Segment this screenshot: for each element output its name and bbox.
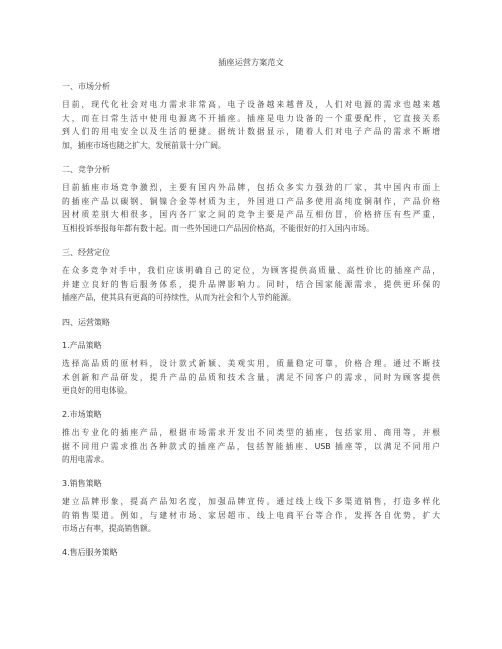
paragraph-market-analysis — [62, 98, 440, 152]
paragraph-competition-analysis — [62, 181, 440, 235]
paragraph-line: 大，而在日常生活中使用电源离不开插座。插座是电力设备的一个重要配件，它直接关系 — [62, 113, 440, 123]
paragraph-line: 在众多竞争对手中，我们应该明确自己的定位，为顾客提供高质量、高性价比的插座产品， — [62, 266, 440, 275]
paragraph-line: 术创新和产品研发，提升产品的品质和技术含量，满足不同客户的需求，同时为顾客提供 — [62, 372, 440, 382]
section-heading-operation-strategy: 四、运营策略 — [62, 318, 110, 327]
section-heading-market-analysis: 一、市场分析 — [62, 82, 110, 91]
paragraph-line: 据不同用户需求推出各种款式的插座产品，包括智能插座、USB 插座等，以满足不同用户 — [62, 441, 440, 451]
paragraph-line: 建立品牌形象，提高产品知名度，加强品牌宣传。通过线上线下多渠道销售，打造多样化 — [62, 497, 440, 506]
section-heading-competition-analysis: 二、竞争分析 — [62, 165, 110, 174]
paragraph-line: 目前插座市场竞争激烈，主要有国内外品牌，包括众多实力强劲的厂家，其中国内市面上 — [62, 183, 440, 192]
paragraph-business-positioning — [62, 264, 440, 305]
paragraph-line: 的用电需求。 — [62, 455, 109, 465]
subheading-sales-strategy: 3.销售策略 — [62, 479, 102, 488]
paragraph-market-strategy — [62, 426, 440, 467]
subheading-product-strategy: 1.产品策略 — [62, 341, 102, 350]
section-heading-business-positioning: 三、经营定位 — [62, 248, 110, 257]
paragraph-line: 市场占有率，提高销售额。 — [62, 524, 156, 534]
paragraph-line: 互相投诉举报每年都有数十起。而一些外国进口产品因价格高，不能很好的打入国内市场。 — [62, 223, 374, 233]
paragraph-line: 插座产品，使其具有更高的可持续性，从而为社会和个人节约能源。 — [62, 293, 296, 303]
paragraph-line: 选择高品质的原材料，设计款式新颖、美观实用，质量稳定可靠，价格合理。通过不断技 — [62, 359, 440, 368]
paragraph-line: 目前，现代化社会对电力需求非常高，电子设备越来越普及，人们对电源的需求也越来越 — [62, 100, 440, 109]
paragraph-line: 更良好的用电体验。 — [62, 386, 133, 396]
subheading-market-strategy: 2.市场策略 — [62, 410, 102, 419]
paragraph-line: 到人们的用电安全以及生活的便捷。据统计数据显示，随着人们对电子产品的需求不断增 — [62, 127, 440, 137]
paragraph-product-strategy — [62, 357, 440, 398]
paragraph-line: 的插座产品以碳钢、铜镍合金等材质为主，外国进口产品多使用高纯度铜制作，产品价格 — [62, 196, 440, 206]
paragraph-line: 并建立良好的售后服务体系，提升品牌影响力。同时，结合国家能源需求，提供更环保的 — [62, 279, 440, 289]
paragraph-line: 推出专业化的插座产品，根据市场需求开发出不同类型的插座，包括家用、商用等，并根 — [62, 428, 440, 437]
paragraph-line: 加，插座市场也随之扩大，发展前景十分广阔。 — [62, 140, 226, 150]
paragraph-sales-strategy — [62, 495, 440, 536]
paragraph-line: 的销售渠道。例如，与建材市场、家居超市、线上电商平台等合作，发挥各自优势，扩大 — [62, 510, 440, 520]
paragraph-line: 因材质差别大相很多，国内各厂家之间的竞争主要是产品互相仿冒，价格挤压有些严重， — [62, 210, 440, 220]
document-title: 插座运营方案范文 — [218, 57, 284, 67]
subheading-after-sales-strategy: 4.售后服务策略 — [62, 548, 118, 557]
